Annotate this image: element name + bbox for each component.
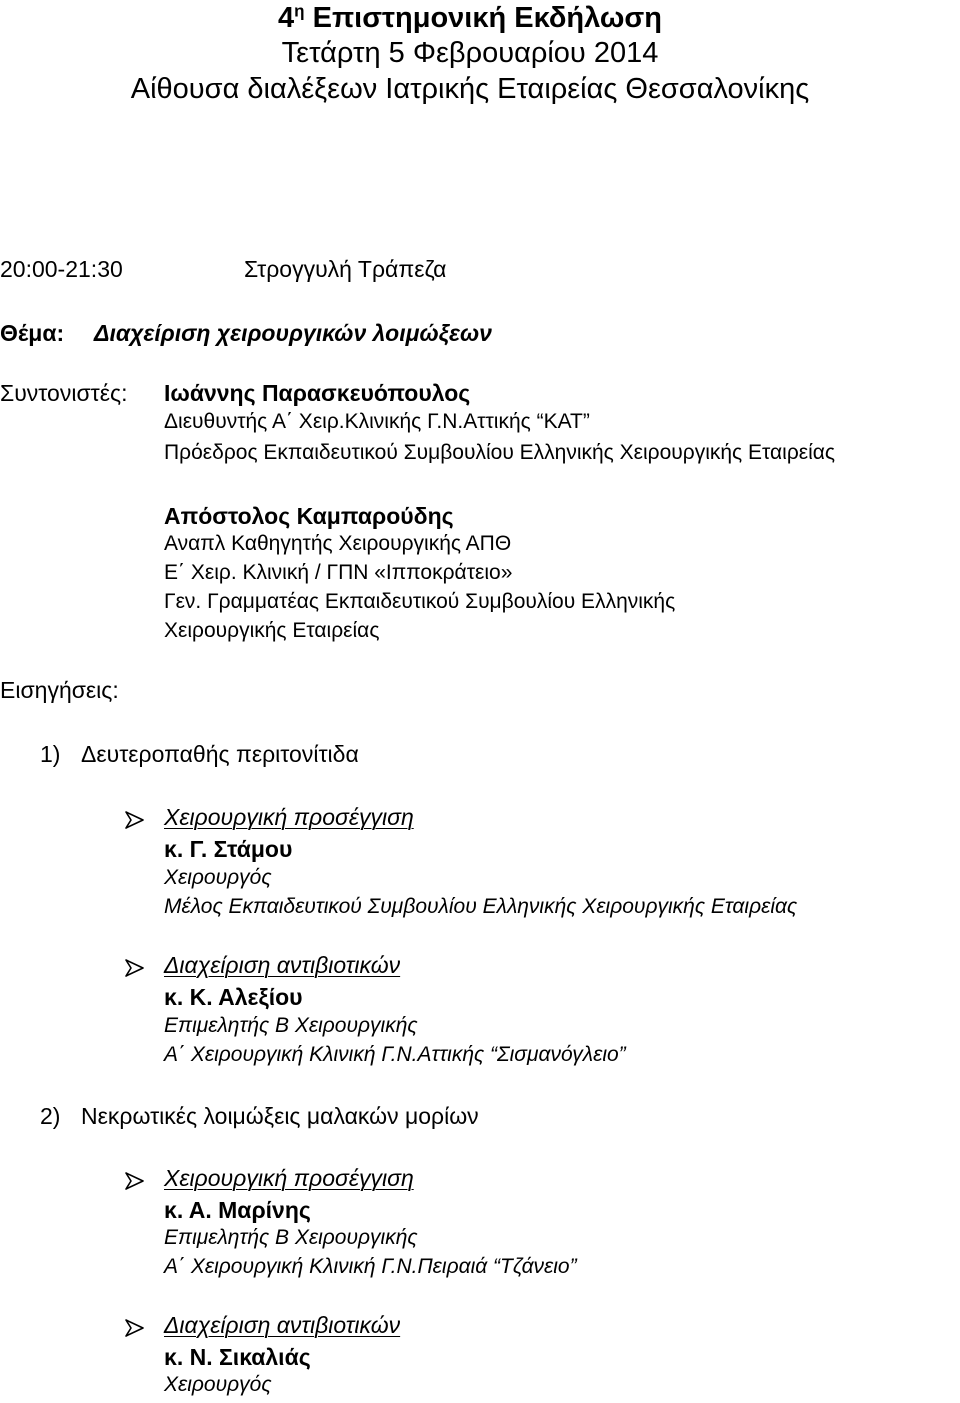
arrowhead-bullet-icon — [124, 1317, 146, 1339]
session-type: Στρογγυλή Τράπεζα — [244, 256, 447, 282]
coordinator-affiliation: Γεν. Γραμματέας Εκπαιδευτικού Συμβουλίου Ελληνικής — [164, 590, 676, 613]
topic-title: Δευτεροπαθής περιτονίτιδα — [81, 741, 359, 767]
topic-number: 2) — [40, 1103, 61, 1129]
talk-title: Διαχείριση αντιβιοτικών — [164, 1312, 401, 1338]
title-number: 4 — [278, 2, 295, 34]
arrowhead-bullet-icon — [124, 957, 146, 979]
speaker-name: κ. Γ. Στάμου — [164, 836, 293, 862]
talk-title: Χειρουργική προσέγγιση — [164, 1165, 414, 1191]
speaker-name: κ. Κ. Αλεξίου — [164, 984, 303, 1010]
session-topic: Διαχείριση χειρουργικών λοιμώξεων — [94, 320, 492, 346]
speaker-affiliation: Α΄ Χειρουργική Κλινική Γ.Ν.Αττικής “Σισμανόγλειο” — [164, 1043, 626, 1066]
session-time: 20:00-21:30 — [0, 256, 123, 282]
talk-title: Χειρουργική προσέγγιση — [164, 804, 414, 830]
coordinator-affiliation: Χειρουργικής Εταιρείας — [164, 619, 380, 642]
speaker-name: κ. Ν. Σικαλιάς — [164, 1344, 311, 1370]
speaker-affiliation: Μέλος Εκπαιδευτικού Συμβουλίου Ελληνικής Χειρουργικής Εταιρείας — [164, 895, 798, 918]
arrowhead-bullet-icon — [124, 1170, 146, 1192]
event-venue: Αίθουσα διαλέξεων Ιατρικής Εταιρείας Θεσσαλονίκης — [130, 73, 810, 105]
speaker-affiliation: Α΄ Χειρουργική Κλινική Γ.Ν.Πειραιά “Τζάνειο” — [164, 1255, 577, 1278]
coordinator-affiliation: Διευθυντής Α΄ Χειρ.Κλινικής Γ.Ν.Αττικής “ΚΑΤ” — [164, 410, 590, 433]
coordinator-affiliation: Πρόεδρος Εκπαιδευτικού Συμβουλίου Ελληνικής Χειρουργικής Εταιρείας — [164, 441, 836, 464]
title-superscript: η — [294, 1, 305, 21]
coordinator-name: Ιωάννης Παρασκευόπουλος — [164, 380, 471, 406]
speaker-affiliation: Επιμελητής Β Χειρουργικής — [164, 1014, 418, 1037]
event-title — [0, 2, 940, 35]
arrowhead-bullet-icon — [124, 809, 146, 831]
talks-label: Εισηγήσεις: — [0, 677, 119, 703]
coordinator-name: Απόστολος Καμπαρούδης — [164, 503, 454, 529]
coordinator-affiliation: Αναπλ Καθηγητής Χειρουργικής ΑΠΘ — [164, 532, 512, 555]
talk-title: Διαχείριση αντιβιοτικών — [164, 952, 401, 978]
speaker-affiliation: Χειρουργός — [164, 866, 272, 889]
speaker-affiliation: Επιμελητής Β Χειρουργικής — [164, 1226, 418, 1249]
title-text: Επιστημονική Εκδήλωση — [304, 2, 662, 34]
event-date: Τετάρτη 5 Φεβρουαρίου 2014 — [281, 37, 659, 69]
topic-number: 1) — [40, 741, 61, 767]
coordinators-label: Συντονιστές: — [0, 380, 128, 406]
topic-label: Θέμα: — [0, 320, 65, 346]
coordinator-affiliation: Ε΄ Χειρ. Κλινική / ΓΠΝ «Ιπποκράτειο» — [164, 561, 513, 584]
topic-title: Νεκρωτικές λοιμώξεις μαλακών μορίων — [81, 1103, 479, 1129]
speaker-affiliation: Χειρουργός — [164, 1373, 272, 1396]
speaker-name: κ. Α. Μαρίνης — [164, 1197, 311, 1223]
